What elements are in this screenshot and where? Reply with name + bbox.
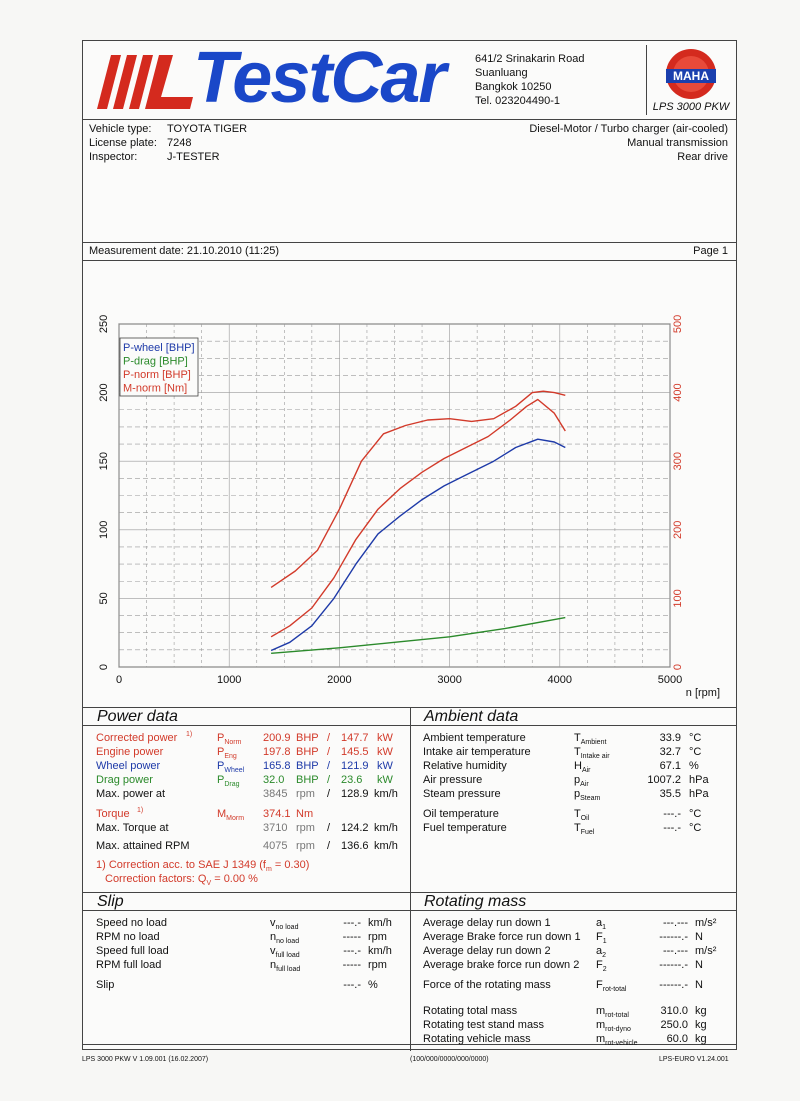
series-line — [271, 618, 565, 654]
max-rpm-sep: / — [327, 840, 331, 852]
legend-entry: P-drag [BHP] — [123, 355, 188, 368]
power-title: Power data — [97, 708, 178, 725]
slip-row-value: ---.- — [343, 945, 361, 957]
power-row-kw: 145.5 — [341, 746, 369, 758]
torque-unit: Nm — [296, 808, 314, 820]
rotating-row-value: ------.- — [659, 959, 688, 971]
correction-note: 1) Correction acc. to SAE J 1349 $(f_m = 0.30)$ — [96, 859, 310, 874]
power-row-label: Engine power — [96, 746, 164, 758]
rotating-row-symbol: $F_{rot-total}$ — [596, 979, 627, 994]
max-rpm-speed: 136.6 — [341, 840, 369, 852]
x-tick-label: 2000 — [327, 674, 352, 686]
ambient-row-unit: % — [689, 760, 699, 772]
page-number: Page 1 — [693, 245, 728, 257]
y-right-tick-label: 400 — [672, 383, 684, 402]
y-left-tick-label: 200 — [98, 383, 110, 402]
ambient-row-label: Intake air temperature — [423, 746, 531, 758]
slip-row-unit: rpm — [368, 931, 387, 943]
ambient-row-value: 32.7 — [659, 746, 681, 758]
torque-note: 1) — [137, 807, 144, 814]
rotating-row-symbol: $a_1$ — [596, 917, 607, 932]
power-row-label: Wheel power — [96, 760, 161, 772]
y-left-tick-label: 150 — [98, 452, 110, 471]
power-row-bhp-unit: BHP — [296, 774, 319, 786]
power-row-kw: 23.6 — [341, 774, 363, 786]
rotating-row-label: Average delay run down 2 — [423, 945, 551, 957]
rotating-row-symbol: $m_{rot-vehicle}$ — [596, 1033, 638, 1048]
power-row-label: Corrected power — [96, 732, 178, 744]
ambient-row-value: 1007.2 — [647, 774, 681, 786]
max-power-rpm: 3845 — [263, 788, 288, 800]
max-torque-rpm: 3710 — [263, 822, 288, 834]
y-right-tick-label: 200 — [672, 520, 684, 539]
rotating-row-unit: kg — [695, 1005, 707, 1017]
report-header — [83, 38, 736, 120]
max-power-rpm-unit: rpm — [296, 788, 315, 800]
x-tick-label: 4000 — [547, 674, 573, 686]
slip-row-symbol: $v_{no load}$ — [270, 917, 299, 932]
rotating-row-symbol: $a_2$ — [596, 945, 607, 960]
slip-row-label: Speed full load — [96, 945, 169, 957]
address-line: Suanluang — [475, 67, 528, 79]
ambient-row-symbol: $H_{Air}$ — [574, 760, 591, 775]
address-line: Bangkok 10250 — [475, 81, 552, 93]
x-tick-label: 1000 — [216, 674, 242, 686]
correction-factor: Correction factors: $Q_V = 0.00$ % — [105, 873, 258, 888]
rotating-row-value: 310.0 — [660, 1005, 688, 1017]
power-row-symbol: $P_{Wheel}$ — [217, 760, 245, 775]
y-right-tick-label: 100 — [672, 589, 684, 608]
section-divider — [410, 707, 411, 892]
address-block — [475, 52, 584, 108]
vehicle-info — [83, 119, 736, 243]
slip-row-symbol: $v_{full load}$ — [270, 945, 300, 960]
max-power-label: Max. power at — [96, 788, 166, 800]
slip-row-label: RPM no load — [96, 931, 160, 943]
ambient-row-unit: hPa — [689, 774, 709, 786]
ambient-row-symbol: $T_{Oil}$ — [574, 808, 590, 823]
slip-row-unit: km/h — [368, 945, 392, 957]
y-left-tick-label: 50 — [98, 592, 110, 605]
rotating-row-label: Force of the rotating mass — [423, 979, 551, 991]
y-right-tick-label: 0 — [672, 663, 684, 671]
x-tick-label: 3000 — [437, 674, 462, 686]
rotating-row-unit: m/s² — [695, 917, 717, 929]
power-row-label: Drag power — [96, 774, 153, 786]
brand-name: TestCar — [193, 38, 445, 118]
ambient-row-value: 33.9 — [659, 732, 681, 744]
max-power-speed-unit: km/h — [374, 788, 398, 800]
power-row-symbol: $P_{Eng}$ — [217, 746, 237, 761]
ambient-row-value: 35.5 — [659, 788, 681, 800]
rotating-row-symbol: $m_{rot-dyno}$ — [596, 1019, 631, 1034]
slip-row-unit: % — [368, 979, 378, 991]
maha-logo-icon — [647, 45, 735, 101]
slip-row-value: ----- — [342, 959, 361, 971]
inspector-label: Inspector: — [89, 151, 138, 163]
slip-row-value: ---.- — [343, 917, 361, 929]
ambient-row-unit: hPa — [689, 788, 709, 800]
max-power-speed: 128.9 — [341, 788, 369, 800]
torque-symbol: $M_{Morm}$ — [217, 808, 245, 823]
rotating-row-symbol: $m_{rot-total}$ — [596, 1005, 629, 1020]
power-row-kw: 147.7 — [341, 732, 369, 744]
power-row-bhp-unit: BHP — [296, 732, 319, 744]
ambient-row-unit: °C — [689, 746, 702, 758]
measurement-date: Measurement date: 21.10.2010 (11:25) — [89, 245, 279, 257]
vehicle-type-value: TOYOTA TIGER — [167, 123, 248, 135]
ambient-row-symbol: $T_{Intake air}$ — [574, 746, 610, 761]
torque-label: Torque — [96, 808, 130, 820]
power-row-note: 1) — [186, 731, 193, 738]
power-row-sep: / — [327, 760, 331, 772]
slip-row-unit: km/h — [368, 917, 392, 929]
ambient-row-label: Steam pressure — [423, 788, 501, 800]
power-row-sep: / — [327, 746, 331, 758]
max-torque-label: Max. Torque at — [96, 822, 169, 834]
power-row-symbol: $P_{Drag}$ — [217, 774, 240, 789]
max-torque-speed-unit: km/h — [374, 822, 398, 834]
address-line: Tel. 023204490-1 — [475, 95, 561, 107]
ambient-row-label: Fuel temperature — [423, 822, 507, 834]
max-rpm-value: 4075 — [263, 840, 288, 852]
torque-value: 374.1 — [263, 808, 291, 820]
slip-title: Slip — [97, 893, 124, 910]
max-torque-sep: / — [327, 822, 331, 834]
power-row-bhp-unit: BHP — [296, 760, 319, 772]
rotating-row-label: Rotating vehicle mass — [423, 1033, 531, 1045]
ambient-row-symbol: $T_{Fuel}$ — [574, 822, 595, 837]
slip-row-label: Speed no load — [96, 917, 167, 929]
model-name: LPS 3000 PKW — [652, 101, 730, 113]
series-line — [271, 400, 565, 637]
y-left-tick-label: 100 — [98, 520, 110, 539]
legend-entry: M-norm [Nm] — [123, 382, 188, 395]
y-right-tick-label: 500 — [672, 314, 684, 334]
ambient-row-label: Oil temperature — [423, 808, 499, 820]
power-row-bhp: 165.8 — [263, 760, 291, 772]
slip-row-symbol: $n_{no load}$ — [270, 931, 300, 946]
section-divider — [83, 910, 736, 911]
max-power-sep: / — [327, 788, 331, 800]
ambient-row-value: ---.- — [663, 808, 681, 820]
transmission-spec: Manual transmission — [627, 137, 728, 149]
address-line: 641/2 Srinakarin Road — [475, 53, 585, 65]
legend-entry: P-wheel [BHP] — [123, 342, 195, 354]
license-plate-value: 7248 — [167, 137, 192, 149]
ambient-row-value: ---.- — [663, 822, 681, 834]
ambient-row-label: Relative humidity — [423, 760, 507, 772]
rotating-row-unit: kg — [695, 1019, 707, 1031]
inspector-value: J-TESTER — [167, 151, 220, 163]
power-row-sep: / — [327, 732, 331, 744]
max-rpm-label: Max. attained RPM — [96, 840, 190, 852]
ambient-row-label: Air pressure — [423, 774, 483, 786]
rotating-row-value: 250.0 — [660, 1019, 688, 1031]
section-divider — [410, 892, 411, 1051]
slip-row-label: RPM full load — [96, 959, 162, 971]
rotating-row-symbol: $F_2$ — [596, 959, 607, 974]
footer-center: (100/000/0000/000/0000) — [410, 1056, 489, 1063]
rotating-row-value: ------.- — [659, 931, 688, 943]
maha-logo-text: MAHA — [673, 69, 709, 83]
rotating-row-unit: N — [695, 959, 703, 971]
ambient-row-label: Ambient temperature — [423, 732, 526, 744]
section-divider — [83, 1044, 736, 1045]
power-row-kw-unit: kW — [377, 774, 393, 786]
chart-area — [83, 260, 736, 708]
logo-stripes-icon — [93, 51, 193, 111]
series-line — [271, 391, 565, 587]
rotating-row-label: Average Brake force run down 1 — [423, 931, 581, 943]
x-tick-label: 0 — [115, 674, 123, 686]
rotating-row-unit: N — [695, 931, 703, 943]
rotating-row-unit: kg — [695, 1033, 707, 1045]
footer-right: LPS-EURO V1.24.001 — [659, 1056, 729, 1063]
slip-row-unit: rpm — [368, 959, 387, 971]
measurement-bar — [83, 242, 736, 261]
rotating-row-unit: m/s² — [695, 945, 717, 957]
power-row-kw: 121.9 — [341, 760, 369, 772]
rotating-row-unit: N — [695, 979, 703, 991]
x-axis-label: n [rpm] — [685, 687, 720, 699]
rotating-row-value: ---.--- — [662, 917, 688, 929]
power-row-kw-unit: kW — [377, 746, 393, 758]
power-row-bhp: 197.8 — [263, 746, 291, 758]
ambient-row-unit: °C — [689, 732, 702, 744]
y-left-tick-label: 0 — [98, 663, 110, 671]
legend-entry: P-norm [BHP] — [123, 369, 191, 381]
y-right-tick-label: 300 — [672, 452, 684, 471]
x-tick-label: 5000 — [657, 674, 683, 686]
power-row-bhp-unit: BHP — [296, 746, 319, 758]
rotating-row-value: ------.- — [659, 979, 688, 991]
ambient-title: Ambient data — [424, 708, 519, 725]
power-row-sep: / — [327, 774, 331, 786]
max-torque-rpm-unit: rpm — [296, 822, 315, 834]
rotating-row-value: 60.0 — [666, 1033, 688, 1045]
ambient-row-unit: °C — [689, 808, 702, 820]
max-rpm-speed-unit: km/h — [374, 840, 398, 852]
slip-row-value: ---.- — [343, 979, 361, 991]
rotating-row-label: Average brake force run down 2 — [423, 959, 580, 971]
power-row-bhp: 200.9 — [263, 732, 291, 744]
engine-spec: Diesel-Motor / Turbo charger (air-cooled) — [529, 123, 728, 135]
rotating-row-label: Rotating total mass — [423, 1005, 518, 1017]
rotating-title: Rotating mass — [424, 893, 527, 910]
max-rpm-unit: rpm — [296, 840, 315, 852]
drive-spec: Rear drive — [677, 151, 728, 163]
ambient-row-value: 67.1 — [659, 760, 681, 772]
rotating-row-value: ---.--- — [662, 945, 688, 957]
ambient-row-symbol: $p_{Steam}$ — [574, 788, 601, 803]
slip-row-symbol: $n_{full load}$ — [270, 959, 301, 974]
power-row-symbol: $P_{Norm}$ — [217, 732, 242, 747]
rotating-row-symbol: $F_1$ — [596, 931, 607, 946]
power-row-kw-unit: kW — [377, 760, 393, 772]
max-torque-speed: 124.2 — [341, 822, 369, 834]
slip-row-value: ----- — [342, 931, 361, 943]
y-left-tick-label: 250 — [98, 314, 110, 334]
vehicle-type-label: Vehicle type: — [89, 123, 152, 135]
rotating-row-label: Rotating test stand mass — [423, 1019, 545, 1031]
maha-logo-box — [646, 45, 735, 115]
footer-left: LPS 3000 PKW V 1.09.001 (16.02.2007) — [82, 1056, 209, 1063]
ambient-row-unit: °C — [689, 822, 702, 834]
report-sheet — [82, 40, 737, 1050]
ambient-row-symbol: $T_{Ambient}$ — [574, 732, 607, 747]
series-line — [271, 439, 565, 650]
rotating-row-label: Average delay run down 1 — [423, 917, 551, 929]
power-row-bhp: 32.0 — [263, 774, 285, 786]
slip-row-label: Slip — [96, 979, 115, 991]
power-row-kw-unit: kW — [377, 732, 393, 744]
ambient-row-symbol: $p_{Air}$ — [574, 774, 589, 789]
license-plate-label: License plate: — [89, 137, 157, 149]
power-chart — [83, 260, 736, 707]
